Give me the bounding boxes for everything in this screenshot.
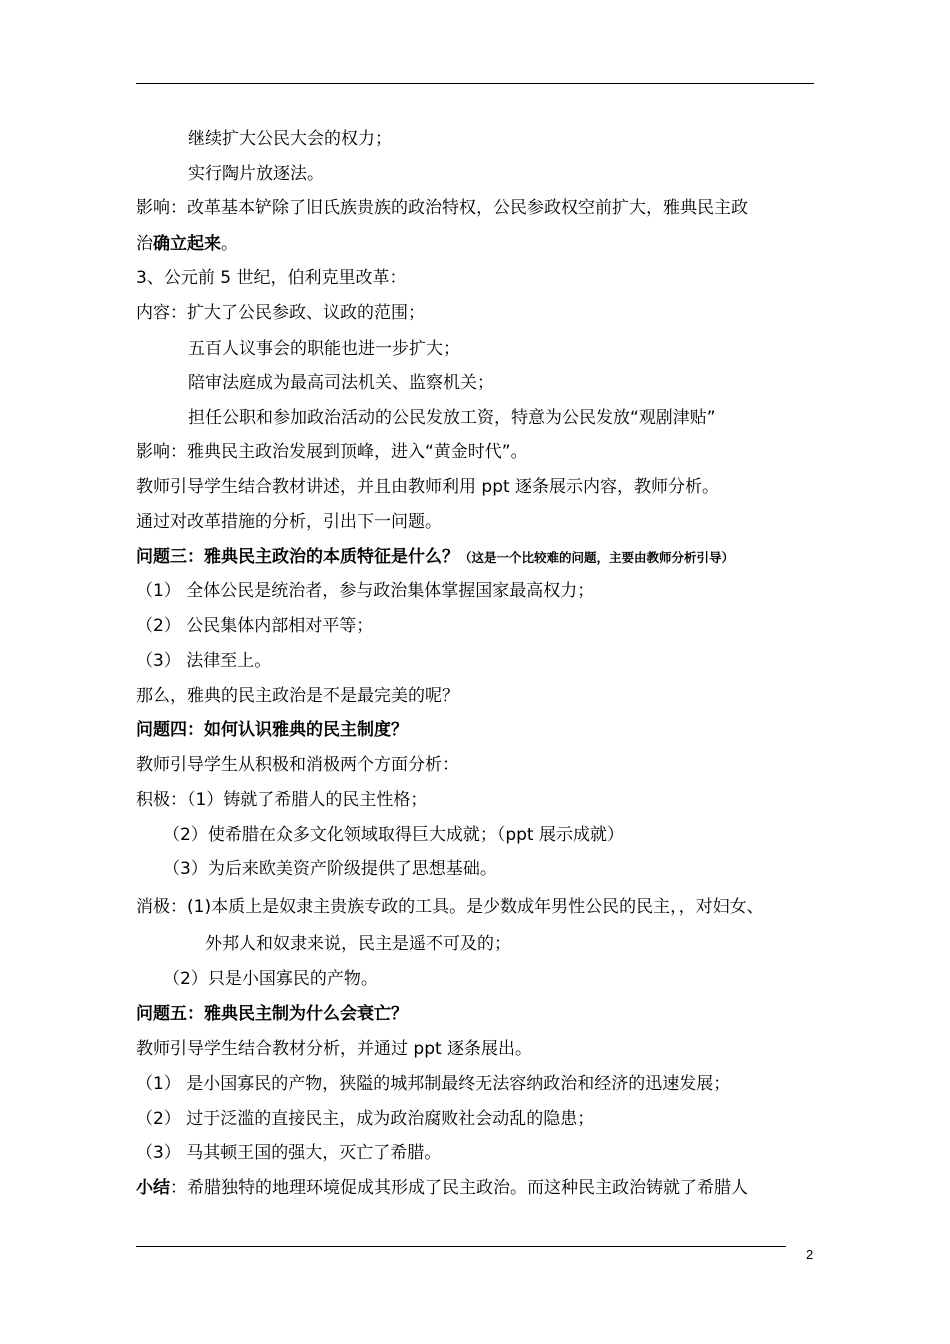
text-line: 教师引导学生结合教材分析，并通过 ppt 逐条展出。 [136,1039,533,1059]
header-rule [136,83,814,84]
text-line: 担任公职和参加政治活动的公民发放工资，特意为公民发放“观剧津贴” [188,408,716,428]
list-item: （1） 全体公民是统治者，参与政治集体掌握国家最高权力； [136,581,595,601]
text-line: 内容：扩大了公民参政、议政的范围； [136,303,425,323]
text-line: （2）只是小国寡民的产物。 [163,969,378,989]
text-line [136,233,238,255]
emphasis: 确立起来 [153,234,221,254]
text-line: 陪审法庭成为最高司法机关、监察机关； [188,373,494,393]
footer-rule [136,1246,786,1247]
text-run: 治 [136,234,153,254]
list-item: （3） 马其顿王国的强大，灭亡了希腊。 [136,1143,442,1163]
summary-line [136,1177,748,1199]
text-line: 实行陶片放逐法。 [188,164,324,184]
text-line: 外邦人和奴隶来说，民主是遥不可及的； [205,934,511,954]
question-heading: 问题四：如何认识雅典的民主制度？ [136,720,408,740]
page-number: 2 [806,1247,814,1262]
section-heading: 3、公元前 5 世纪，伯利克里改革： [136,268,407,288]
text-line: 教师引导学生结合教材讲述，并且由教师利用 ppt 逐条展示内容，教师分析。 [136,477,720,497]
text-line: 积极：（1）铸就了希腊人的民主性格； [136,790,428,810]
text-line: （2）使希腊在众多文化领域取得巨大成就；（ppt 展示成就） [163,825,624,845]
text-line: 五百人议事会的职能也进一步扩大； [188,339,460,359]
text-line: 通过对改革措施的分析，引出下一问题。 [136,512,442,532]
question-heading: 问题五：雅典民主制为什么会衰亡？ [136,1004,408,1024]
text-run: ：希腊独特的地理环境促成其形成了民主政治。而这种民主政治铸就了希腊人 [170,1178,748,1198]
question-heading [136,546,734,569]
text-line: 影响：雅典民主政治发展到顶峰，进入“黄金时代”。 [136,442,528,462]
text-line: （3）为后来欧美资产阶级提供了思想基础。 [163,859,497,879]
text-line: 教师引导学生从积极和消极两个方面分析： [136,755,459,775]
text-run: 。 [221,234,238,254]
list-item: （2） 公民集体内部相对平等； [136,616,374,636]
list-item: （2） 过于泛滥的直接民主，成为政治腐败社会动乱的隐患； [136,1109,595,1129]
text-line: 消极：(1)本质上是奴隶主贵族专政的工具。是少数成年男性公民的民主，，对妇女、 [136,897,764,917]
question-title: 问题三：雅典民主政治的本质特征是什么？ [136,547,459,567]
summary-label: 小结 [136,1178,170,1198]
text-line: 继续扩大公民大会的权力； [188,129,392,149]
list-item: （3） 法律至上。 [136,651,272,671]
question-note: （这是一个比较难的问题，主要由教师分析引导） [459,550,735,565]
list-item: （1） 是小国寡民的产物，狭隘的城邦制最终无法容纳政治和经济的迅速发展； [136,1074,731,1094]
text-line: 那么，雅典的民主政治是不是最完美的呢？ [136,686,459,706]
text-line: 影响：改革基本铲除了旧氏族贵族的政治特权，公民参政权空前扩大，雅典民主政 [136,198,748,218]
